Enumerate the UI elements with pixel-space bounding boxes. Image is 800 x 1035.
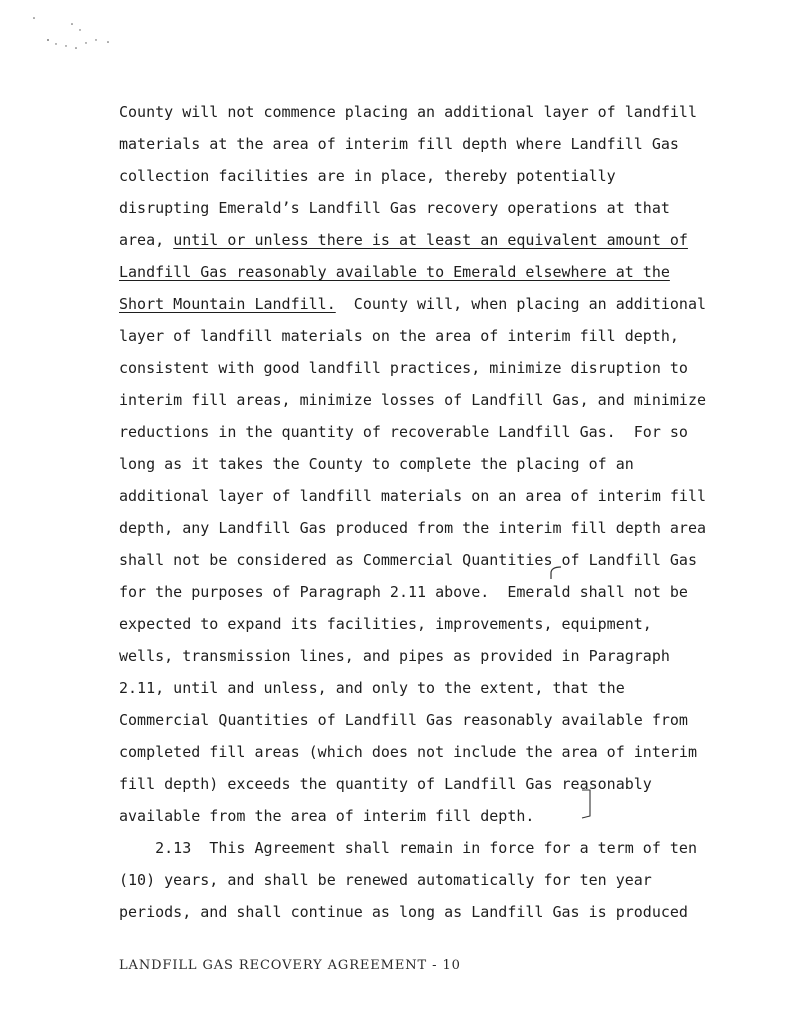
text-line bbox=[119, 224, 784, 256]
text-segment: County will, when placing an additional bbox=[335, 295, 707, 313]
text-segment: materials at the area of interim fill depth where Landfill Gas bbox=[119, 135, 679, 153]
text-line bbox=[119, 512, 784, 544]
text-line bbox=[119, 864, 784, 896]
text-line bbox=[119, 256, 784, 288]
text-line bbox=[119, 128, 784, 160]
text-segment: available from the area of interim fill depth. bbox=[119, 807, 535, 825]
text-line bbox=[119, 640, 784, 672]
text-line bbox=[119, 800, 784, 832]
underlined-text: Short Mountain Landfill. bbox=[119, 295, 336, 313]
text-line bbox=[119, 96, 784, 128]
text-segment: reductions in the quantity of recoverable Landfill Gas. For so bbox=[119, 423, 688, 441]
text-line bbox=[119, 576, 784, 608]
text-segment: County will not commence placing an additional layer of landfill bbox=[119, 103, 697, 121]
text-segment: additional layer of landfill materials on an area of interim fill bbox=[119, 487, 706, 505]
text-segment: shall not be considered as Commercial Quantities of Landfill Gas bbox=[119, 551, 697, 569]
text-line bbox=[119, 416, 784, 448]
text-line bbox=[119, 736, 784, 768]
text-line bbox=[119, 320, 784, 352]
scan-specks-decoration bbox=[20, 10, 130, 60]
text-line bbox=[119, 704, 784, 736]
text-line bbox=[119, 160, 784, 192]
handwritten-bracket-close-mark bbox=[580, 786, 594, 822]
text-line bbox=[119, 192, 784, 224]
text-segment: area, bbox=[119, 231, 174, 249]
underlined-text: until or unless there is at least an equivalent amount of bbox=[173, 231, 688, 249]
text-segment: fill depth) exceeds the quantity of Landfill Gas reasonably bbox=[119, 775, 652, 793]
text-segment: expected to expand its facilities, improvements, equipment, bbox=[119, 615, 652, 633]
text-segment: depth, any Landfill Gas produced from the interim fill depth area bbox=[119, 519, 706, 537]
text-line bbox=[119, 544, 784, 576]
text-segment: disrupting Emerald’s Landfill Gas recovery operations at that bbox=[119, 199, 670, 217]
text-segment: long as it takes the County to complete the placing of an bbox=[119, 455, 634, 473]
text-segment: (10) years, and shall be renewed automatically for ten year bbox=[119, 871, 652, 889]
text-line bbox=[119, 672, 784, 704]
handwritten-bracket-open-mark bbox=[548, 564, 564, 584]
text-line bbox=[119, 768, 784, 800]
text-segment: for the purposes of Paragraph 2.11 above. Emerald shall not be bbox=[119, 583, 688, 601]
text-segment: layer of landfill materials on the area of interim fill depth, bbox=[119, 327, 679, 345]
page-footer: LANDFILL GAS RECOVERY AGREEMENT - 10 bbox=[119, 958, 461, 973]
underlined-text: Landfill Gas reasonably available to Emerald elsewhere at the bbox=[119, 263, 670, 281]
text-line bbox=[119, 448, 784, 480]
text-line bbox=[119, 352, 784, 384]
text-line bbox=[119, 384, 784, 416]
text-line bbox=[119, 832, 784, 864]
text-segment: 2.13 This Agreement shall remain in force for a term of ten bbox=[119, 839, 697, 857]
text-segment: completed fill areas (which does not include the area of interim bbox=[119, 743, 697, 761]
text-line bbox=[119, 288, 784, 320]
text-line bbox=[119, 480, 784, 512]
text-segment: wells, transmission lines, and pipes as provided in Paragraph bbox=[119, 647, 670, 665]
text-segment: Commercial Quantities of Landfill Gas reasonably available from bbox=[119, 711, 688, 729]
text-segment: collection facilities are in place, thereby potentially bbox=[119, 167, 616, 185]
text-line bbox=[119, 896, 784, 928]
text-segment: consistent with good landfill practices, minimize disruption to bbox=[119, 359, 688, 377]
text-segment: interim fill areas, minimize losses of Landfill Gas, and minimize bbox=[119, 391, 706, 409]
text-segment: periods, and shall continue as long as Landfill Gas is produced bbox=[119, 903, 688, 921]
text-segment: 2.11, until and unless, and only to the extent, that the bbox=[119, 679, 625, 697]
text-line bbox=[119, 608, 784, 640]
body-text bbox=[119, 96, 784, 928]
